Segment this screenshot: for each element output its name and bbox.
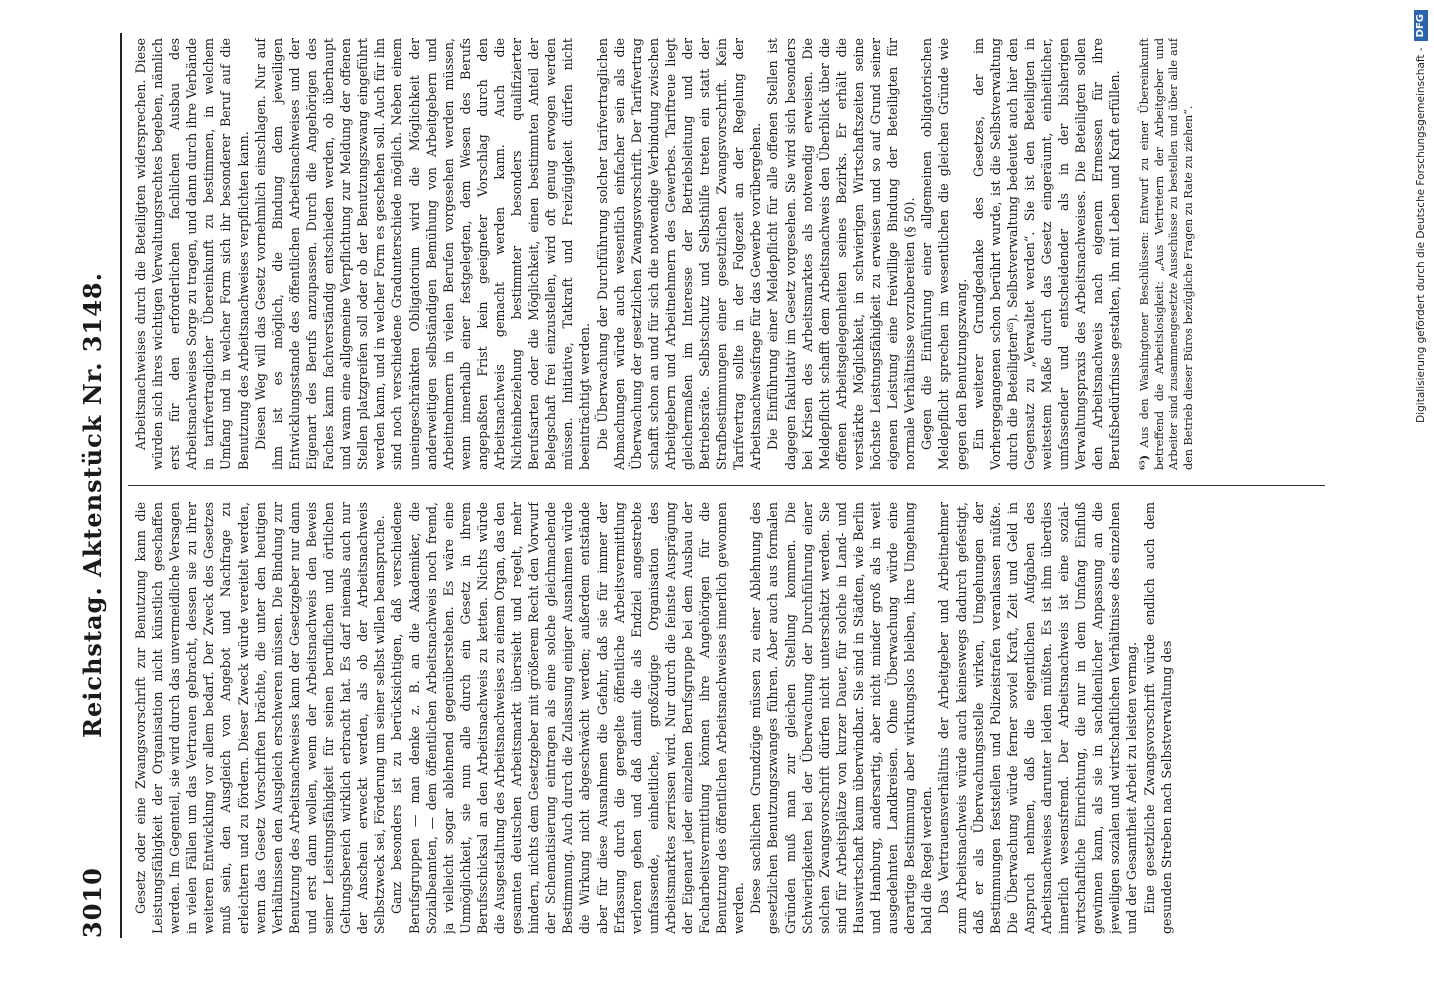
paragraph: Eine gesetzliche Zwangsvorschrift würde endlich auch dem gesunden Streben nach Selbstverwaltung des (1141, 502, 1174, 934)
digitization-credit (1412, 10, 1430, 830)
footnote-text: Aus den Washingtoner Beschlüssen: Entwurf zu einer Übereinkunft betreffend die Arbeitslosigkeit: „Aus Vertretern der Arbeitgeber und Arbeiter sind zusammengesetzte Ausschüsse zu bestellen und über alle auf den Betrieb dieser Büros bezügliche Fragen zu Rate zu ziehen“. (1138, 38, 1195, 470)
paragraph: Ganz besonders ist zu berücksichtigen, daß verschiedene Berufsgruppen — man denke z. B. an die Akademiker, die Sozialbeamten, — dem öffentlichen Arbeitsnachweis noch fremd, ja vielleicht sogar ablehnend gegenüberstehen. Es wäre eine Unmöglichkeit, sie nun alle durch ein Gesetz in ihrem Berufsschicksal an den Arbeitsnachweis zu ketten. Nichts würde die Ausgestaltung des Arbeitsnachweises zu einem Organ, das den gesamten deutschen Arbeitsmarkt übersieht und regelt, mehr hindern, nichts dem Gesetzgeber mit größerem Recht den Vorwurf der Schematisierung eintragen als eine solche gleichmachende Bestimmung. Auch durch die Zulassung einiger Ausnahmen würde die Wirkung nicht abgeschwächt werden; außerdem entstände aber für diese Ausnahmen die Gefahr, daß sie für immer der Erfassung durch die geregelte öffentliche Arbeitsvermittlung verloren gehen und daß damit die als Endziel angestrebte umfassende, einheitliche, großzügige Organisation des Arbeitsmarktes zerrissen wird. Nur durch die feinste Ausprägung der Eigenart jeder einzelnen Berufsgruppe bei dem Ausbau der Facharbeitsvermittlung können ihre Angehörigen für die Benutzung des öffentlichen Arbeitsnachweises innerlich gewonnen werden. (389, 502, 747, 934)
dfg-logo-badge: DFG (1414, 10, 1428, 41)
paragraph: Die Einführung einer Meldepflicht für alle offenen Stellen ist dagegen fakultativ im Gesetz vorgesehen. Sie wird sich besonders bei Krisen des Arbeitsmarktes als notwendig erweisen. Die Meldepflicht schafft dem Arbeitsnachweis den Überblick über die offenen Arbeitsgelegenheiten seines Bezirks. Er erhält die verstärkte Möglichkeit, in schwierigen Wirtschaftszeiten seine höchste Leistungsfähigkeit zu erweisen und so auf Grund seiner eigenen Leistung eine freiwillige Bindung der Beteiligten für normale Verhältnisse vorzubereiten (§ 50). (765, 38, 918, 470)
credit-text: Digitalisierung gefördert durch die Deutsche Forschungsgemeinschaft - (1415, 47, 1427, 423)
paragraph: Arbeitsnachweises durch die Beteiligten widersprechen. Diese würden sich ihres wichtigen Verwaltungsrechtes begeben, nämlich erst für den erforderlichen fachlichen Ausbau des Arbeitsnachweises Sorge zu tragen, und dann durch ihre Verbände in tarifvertraglicher Übereinkunft zu bestimmen, in welchem Umfang und in welcher Form sich ihr besonderer Beruf auf die Benutzung des Arbeitsnachweises verpflichten kann. (133, 38, 251, 470)
footnote-mark: ⁶⁵) (1137, 454, 1152, 470)
column-divider (128, 485, 1325, 486)
paragraph: Gesetz oder eine Zwangsvorschrift zur Benutzung kann die Leistungsfähigkeit der Organisation nicht künstlich geschaffen werden. Im Gegenteil, sie wird durch das unvermeidliche Versagen in vielen Fällen um das Vertrauen gebracht, dessen sie zu ihrer weiteren Entwicklung vor allem bedarf. Der Zweck des Gesetzes muß sein, den Ausgleich von Angebot und Nachfrage zu erleichtern und zu fördern. Dieser Zweck würde vereitelt werden, wenn das Gesetz Vorschriften brächte, die unter den heutigen Verhältnissen den Ausgleich erschweren müssen. Die Bindung zur Benutzung des Arbeitsnachweises kann der Gesetzgeber nur dann und erst dann wollen, wenn der Arbeitsnachweis den Beweis seiner Leistungsfähigkeit für seinen beruflichen und örtlichen Geltungsbereich wirklich erbracht hat. Es darf niemals auch nur der Anschein erweckt werden, als ob der Arbeitsnachweis Selbstzweck sei, Förderung um seiner selbst willen beanspruche. (133, 502, 388, 934)
paragraph: Gegen die Einführung einer allgemeinen obligatorischen Meldepflicht sprechen im wesentlichen die gleichen Gründe wie gegen den Benutzungszwang. (919, 38, 969, 470)
running-head: Reichstag. Aktenstück Nr. 3148. (78, 272, 107, 738)
paragraph: Diesen Weg will das Gesetz vornehmlich einschlagen. Nur auf ihm ist es möglich, die Bindung dem jeweiligen Entwicklungsstande des öffentlichen Arbeitsnachweises und der Eigenart des Berufs anzupassen. Durch die Angehörigen des Faches kann fachverständig entschieden werden, ob überhaupt und wann eine allgemeine Verpflichtung zur Meldung der offenen Stellen platzgreifen soll oder ob der Benutzungszwang eingeführt werden kann, und in welcher Form es geschehen soll. Auch für ihn sind noch verschiedene Gradunterschiede möglich. Neben einem uneingeschränkten Obligatorium wird die Möglichkeit der anderweitigen selbständigen Bemühung von Arbeitgebern und Arbeitnehmern in vielen Berufen vorgesehen werden müssen, wenn innerhalb einer festgelegten, dem Wesen des Berufs angepaßten Frist kein geeigneter Vorschlag durch den Arbeitsnachweis gemacht werden kann. Auch die Nichteinbeziehung bestimmter besonders qualifizierter Berufsarten oder die Möglichkeit, einen bestimmten Anteil der Belegschaft frei einzustellen, wird oft genug erwogen werden müssen. Initiative, Tatkraft und Freizügigkeit dürfen nicht beeinträchtigt werden. (252, 38, 593, 470)
paragraph: Die Überwachung der Durchführung solcher tarifvertraglichen Abmachungen würde auch wesentlich einfacher sein als die Überwachung der gesetzlichen Zwangsvorschrift. Der Tarifvertrag schafft schon an und für sich die notwendige Verbindung zwischen Arbeitgebern und Arbeitnehmern des Gewerbes. Tariftreue liegt gleichermaßen im Interesse der Betriebsleitung und der Betriebsräte. Selbstschutz und Selbsthilfe treten ein statt der Strafbestimmungen einer gesetzlichen Zwangsvorschrift. Kein Tarifvertrag sollte in der Folgezeit an der Regelung der Arbeitsnachweisfrage für das Gewerbe vorübergehen. (594, 38, 764, 470)
page-header (70, 33, 120, 938)
footnote (1137, 38, 1196, 470)
left-column (132, 502, 1325, 934)
page-number: 3010 (78, 867, 107, 938)
document-page (70, 33, 1325, 938)
paragraph: Diese sachlichen Grundzüge müssen zu einer Ablehnung des gesetzlichen Benutzungszwanges führen. Aber auch aus formalen Gründen muß man zur gleichen Stellung kommen. Die Schwierigkeiten bei der Überwachung der Durchführung einer solchen Zwangsvorschrift dürfen nicht unterschätzt werden. Sie sind für Arbeitsplätze von kurzer Dauer, für solche in Land- und Hauswirtschaft kaum überwindbar. Sie sind in Städten, wie Berlin und Hamburg, andersartig, aber nicht minder groß als in weit ausgedehnten Landkreisen. Ohne Überwachung würde eine derartige Bestimmung aber wirkungslos bleiben, ihre Umgehung bald die Regel werden. (748, 502, 935, 934)
paragraph: Ein weiterer Grundgedanke des Gesetzes, der im Vorhergegangenen schon berührt wurde, ist die Selbstverwaltung durch die Beteiligten⁶⁵). Selbstverwaltung bedeutet auch hier den Gegensatz zu „Verwaltet werden“. Sie ist den Beteiligten in weitestem Maße durch das Gesetz eingeräumt, einheitlicher, umfassender und entscheidender als in der bisherigen Verwaltungspraxis des Arbeitsnachweises. Die Beteiligten sollen den Arbeitsnachweis nach eigenem Ermessen für ihre Berufsbedürfnisse gestalten, ihn mit Leben und Kraft erfüllen. (970, 38, 1123, 470)
paragraph: Das Vertrauensverhältnis der Arbeitgeber und Arbeitnehmer zum Arbeitsnachweis würde auch keineswegs dadurch gefestigt, daß er als Überwachungsstelle wirken, Umgehungen der Bestimmungen feststellen und Polizeistrafen veranlassen müßte. Die Überwachung würde ferner soviel Kraft, Zeit und Geld in Anspruch nehmen, daß die eigentlichen Aufgaben des Arbeitsnachweises darunter leiden müßten. Es ist ihm überdies innerlich wesensfremd. Der Arbeitsnachweis ist eine sozial-wirtschaftliche Einrichtung, die nur in dem Umfang Einfluß gewinnen kann, als sie in sachdienlicher Anpassung an die jeweiligen sozialen und wirtschaftlichen Verhältnisse des einzelnen und der Gesamtheit Arbeit zu leisten vermag. (936, 502, 1140, 934)
header-rule (120, 33, 122, 938)
right-column (132, 38, 1325, 470)
